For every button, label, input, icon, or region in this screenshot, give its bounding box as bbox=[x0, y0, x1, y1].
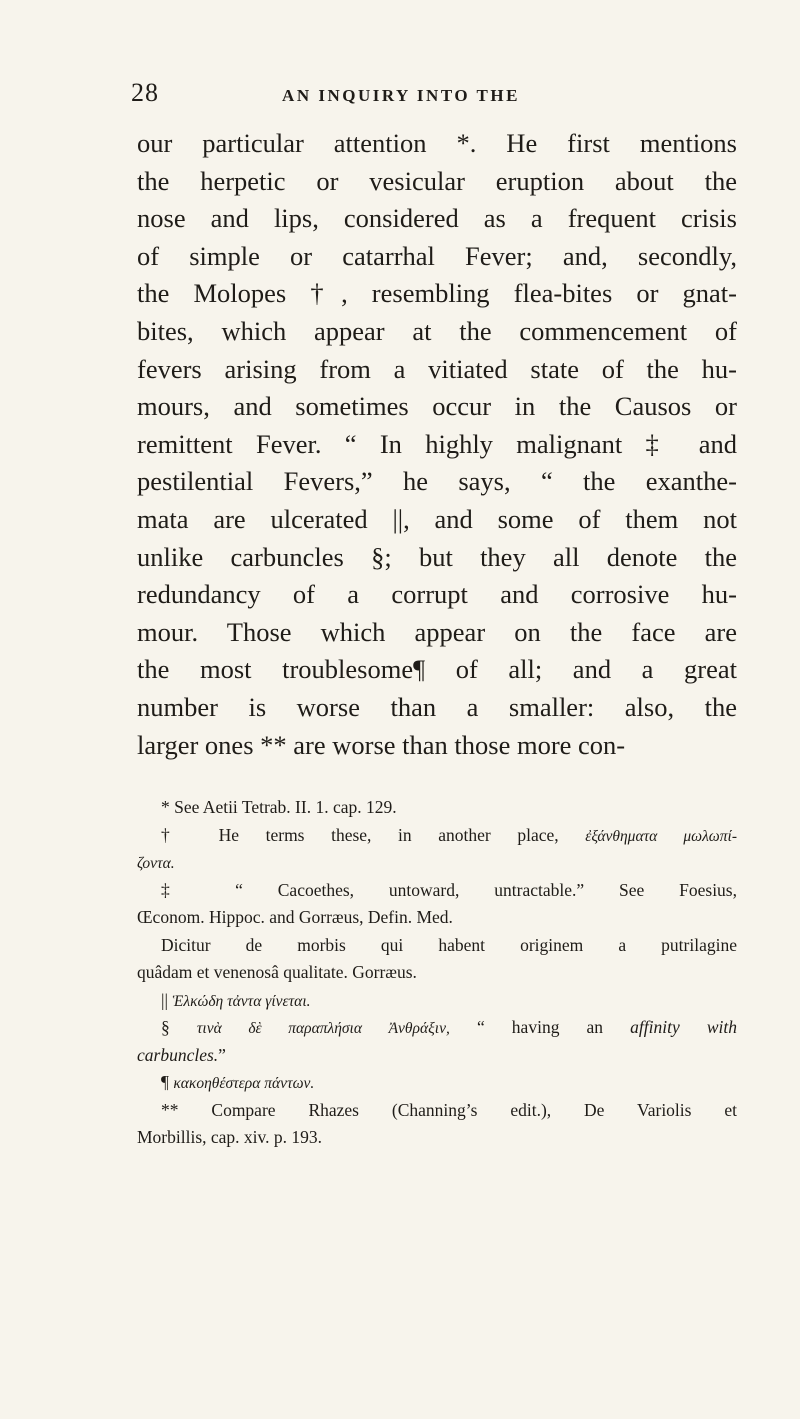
footnote-6-close: ” bbox=[218, 1044, 226, 1065]
footnote-6-italic: affinity with bbox=[630, 1017, 738, 1037]
page-header bbox=[131, 78, 671, 112]
page-number: 28 bbox=[131, 78, 159, 107]
footnote-6-greek: τινὰ δὲ παραπλήσια Ἀνθράξιν, bbox=[196, 1020, 450, 1037]
footnotes bbox=[137, 794, 737, 1152]
footnote-5-greek: Ἑλκώδη τἀντα γίνεται. bbox=[172, 992, 311, 1010]
body-text bbox=[137, 125, 737, 764]
footnote-3: ‡ “ Cacoethes, untoward, untractable.” See Foesius, bbox=[161, 879, 737, 900]
footnote-2-greek-cont: ζοντα. bbox=[137, 855, 175, 872]
body-line: number is worse than a smaller: also, the bbox=[137, 691, 737, 722]
footnote-5-mark: || bbox=[161, 989, 169, 1010]
running-title: AN INQUIRY INTO THE bbox=[282, 86, 520, 105]
footnote-8-cont: Morbillis, cap. xiv. p. 193. bbox=[137, 1127, 323, 1147]
footnote-1: * See Aetii Tetrab. II. 1. cap. 129. bbox=[161, 797, 397, 817]
footnote-7-mark: ¶ bbox=[161, 1072, 169, 1092]
body-line: mours, and sometimes occur in the Causos or bbox=[137, 391, 737, 422]
footnote-4-cont: quâdam et venenosâ qualitate. Gorræus. bbox=[137, 962, 417, 982]
footnote-2-cont bbox=[137, 849, 737, 877]
body-line: pestilential Fevers,” he says, “ the exanthe- bbox=[137, 466, 737, 497]
body-line: fevers arising from a vitiated state of the hu- bbox=[137, 353, 737, 384]
body-line: larger ones ** are worse than those more con- bbox=[137, 729, 626, 760]
footnote-8: ** Compare Rhazes (Channing’s edit.), De Variolis et bbox=[161, 1099, 737, 1120]
body-line: of simple or catarrhal Fever; and, secondly, bbox=[137, 240, 737, 271]
body-line: mata are ulcerated ||, and some of them not bbox=[137, 503, 737, 534]
footnote-4: Dicitur de morbis qui habent originem a putrilagine bbox=[161, 934, 737, 955]
footnote-6-mark: § bbox=[161, 1017, 170, 1037]
body-line: remittent Fever. “ In highly malignant ‡ and bbox=[137, 428, 737, 459]
footnote-7-greek: κακοηθέστερα πάντων. bbox=[173, 1075, 315, 1092]
footnote-6-text: “ having an bbox=[476, 1017, 604, 1037]
body-line: the Molopes †, resembling flea-bites or gnat- bbox=[137, 278, 737, 309]
body-line: redundancy of a corrupt and corrosive hu- bbox=[137, 579, 737, 610]
footnote-7 bbox=[137, 1069, 737, 1097]
body-line: the most troublesome¶ of all; and a great bbox=[137, 654, 737, 685]
footnote-6-italic-cont: carbuncles. bbox=[137, 1044, 219, 1065]
footnote-5 bbox=[137, 987, 737, 1015]
footnote-6 bbox=[137, 1014, 737, 1042]
body-line: bites, which appear at the commencement of bbox=[137, 315, 737, 346]
body-line: the herpetic or vesicular eruption about the bbox=[137, 165, 737, 196]
body-line: unlike carbuncles §; but they all denote the bbox=[137, 541, 737, 572]
body-line: our particular attention *. He first mentions bbox=[137, 128, 737, 158]
footnote-2-text: † He terms these, in another place, bbox=[161, 824, 559, 845]
footnote-6-cont bbox=[137, 1042, 737, 1070]
body-line: nose and lips, considered as a frequent crisis bbox=[137, 203, 737, 234]
body-line: mour. Those which appear on the face are bbox=[137, 616, 737, 647]
footnote-2 bbox=[137, 822, 737, 850]
footnote-3-cont: Œconom. Hippoc. and Gorræus, Defin. Med. bbox=[137, 907, 453, 927]
footnote-2-greek: ἐξάνθηματα μωλωπί- bbox=[585, 827, 737, 845]
